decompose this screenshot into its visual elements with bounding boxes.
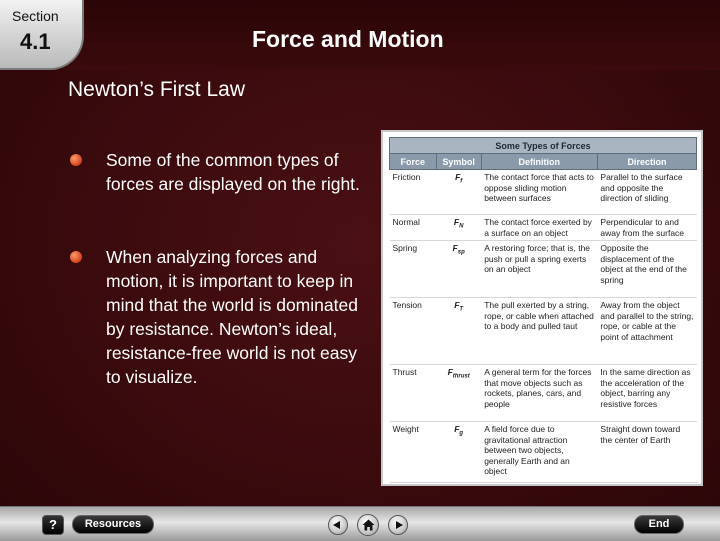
symbol-letter: F <box>452 243 458 253</box>
table-caption: Some Types of Forces <box>390 138 697 154</box>
direction-cell: Parallel to the surface and opposite the direction of sliding <box>597 170 696 215</box>
forces-table-figure <box>381 130 703 486</box>
symbol-letter: F <box>453 217 460 227</box>
resources-button[interactable]: Resources <box>72 515 154 534</box>
symbol-subscript: f <box>460 178 463 185</box>
force-cell: Weight <box>390 422 437 483</box>
symbol-letter: F <box>455 172 461 182</box>
bullet-item <box>70 245 375 415</box>
slide-title: Force and Motion <box>252 26 444 52</box>
symbol-letter: F <box>454 424 460 434</box>
bullet-dot-icon <box>70 154 82 166</box>
column-header-symbol: Symbol <box>436 154 481 170</box>
definition-cell: The contact force exerted by a surface on an object <box>481 215 597 241</box>
table-row <box>390 422 697 483</box>
symbol-subscript: T <box>459 306 464 313</box>
column-header-definition: Definition <box>481 154 597 170</box>
symbol-subscript: g <box>459 430 464 437</box>
symbol-cell <box>436 215 481 241</box>
bottom-navigation-bar <box>0 506 720 541</box>
bullet-text: When analyzing forces and motion, it is important to keep in mind that the world is dominated by resistance. Newton’s ideal, resistance-free world is not easy to visualize. <box>106 247 358 387</box>
bullet-item <box>70 148 375 228</box>
symbol-cell <box>436 241 481 298</box>
forces-table <box>389 137 697 483</box>
section-number: 4.1 <box>20 29 51 54</box>
symbol-cell <box>436 298 481 365</box>
symbol-cell <box>436 365 481 422</box>
table-row <box>390 215 697 241</box>
table-row <box>390 298 697 365</box>
slide-heading: Newton’s First Law <box>68 78 246 101</box>
table-row <box>390 241 697 298</box>
direction-cell: Opposite the displacement of the object at the end of the spring <box>597 241 696 298</box>
force-cell: Tension <box>390 298 437 365</box>
help-button[interactable]: ? <box>42 515 64 535</box>
direction-cell: Straight down toward the center of Earth <box>597 422 696 483</box>
next-arrow-icon <box>396 521 403 529</box>
direction-cell: Away from the object and parallel to the string, rope, or cable at the point of attachment <box>597 298 696 365</box>
section-tab <box>0 0 84 70</box>
force-cell: Friction <box>390 170 437 215</box>
definition-cell: A field force due to gravitational attraction between two objects, generally Earth and an object <box>481 422 597 483</box>
bullet-dot-icon <box>70 251 82 263</box>
previous-button[interactable] <box>328 515 348 535</box>
symbol-letter: F <box>454 300 460 310</box>
column-header-force: Force <box>390 154 437 170</box>
symbol-subscript: thrust <box>452 373 470 380</box>
definition-cell: A restoring force; that is, the push or pull a spring exerts on an object <box>481 241 597 298</box>
previous-arrow-icon <box>333 521 340 529</box>
force-cell: Spring <box>390 241 437 298</box>
direction-cell: Perpendicular to and away from the surface <box>597 215 696 241</box>
definition-cell: A general term for the forces that move objects such as rockets, planes, cars, and people <box>481 365 597 422</box>
bullet-text: Some of the common types of forces are displayed on the right. <box>106 150 360 194</box>
end-button[interactable]: End <box>634 515 684 534</box>
home-button[interactable] <box>357 514 379 536</box>
table-row <box>390 170 697 215</box>
symbol-letter: F <box>447 367 453 377</box>
section-label: Section <box>12 8 59 24</box>
definition-cell: The pull exerted by a string, rope, or cable when attached to a body and pulled taut <box>481 298 597 365</box>
symbol-subscript: N <box>459 223 464 230</box>
direction-cell: In the same direction as the acceleration of the object, barring any resistive forces <box>597 365 696 422</box>
symbol-cell <box>436 422 481 483</box>
symbol-cell <box>436 170 481 215</box>
force-cell: Thrust <box>390 365 437 422</box>
home-icon <box>362 519 375 531</box>
column-header-direction: Direction <box>597 154 696 170</box>
symbol-subscript: sp <box>457 249 465 256</box>
table-row <box>390 365 697 422</box>
definition-cell: The contact force that acts to oppose sliding motion between surfaces <box>481 170 597 215</box>
force-cell: Normal <box>390 215 437 241</box>
next-button[interactable] <box>388 515 408 535</box>
